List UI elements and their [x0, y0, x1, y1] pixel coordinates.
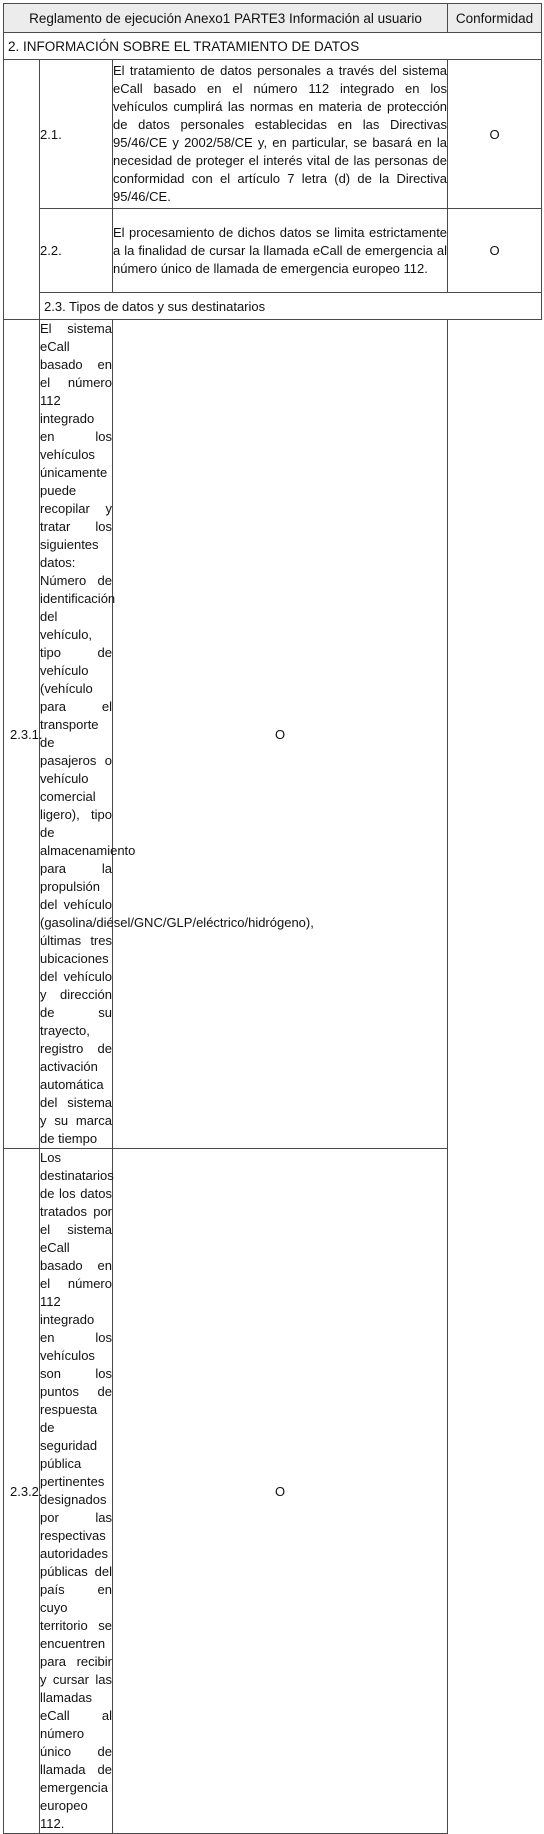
row-number: 2.1. — [40, 60, 113, 209]
subsection-row — [4, 293, 542, 320]
header-conformity: Conformidad — [448, 4, 542, 33]
row-number: 2.2. — [40, 209, 113, 293]
row-conformity: O — [448, 209, 542, 293]
subrow-conformity: O — [113, 1149, 448, 1834]
row-conformity: O — [448, 60, 542, 209]
header-title: Reglamento de ejecución Anexo1 PARTE3 Información al usuario — [4, 4, 448, 33]
table-row — [4, 320, 542, 1149]
section-row — [4, 33, 542, 60]
row-text: El procesamiento de dichos datos se limita estrictamente a la finalidad de cursar la llamada eCall de emergencia al número único de llamada de emergencia europeo 112. — [113, 209, 448, 293]
subrow-conformity: O — [113, 320, 448, 1149]
table-row — [4, 209, 542, 293]
subsection-heading: 2.3. Tipos de datos y sus destinatarios — [40, 293, 542, 320]
subrow-text: Los destinatarios de los datos tratados por el sistema eCall basado en el número 112 integrado en los vehículos son los puntos de respuesta de seguridad pública pertinentes designados por las respectivas autoridades públicas del país en cuyo territorio se encuentren para recibir y cursar las llamadas eCall al número único de llamada de emergencia europeo 112. — [40, 1149, 113, 1834]
subrow-number: 2.3.2. — [4, 1149, 40, 1834]
subrow-number: 2.3.1. — [4, 320, 40, 1149]
section-heading: 2. INFORMACIÓN SOBRE EL TRATAMIENTO DE DATOS — [4, 33, 542, 60]
regulation-table — [3, 3, 542, 1834]
table-row — [4, 60, 542, 209]
table-row — [4, 1149, 542, 1834]
table-header-row — [4, 4, 542, 33]
row-text: El tratamiento de datos personales a través del sistema eCall basado en el número 112 integrado en los vehículos cumplirá las normas en materia de protección de datos personales establecidas en las Directivas 95/46/CE y 2002/58/CE y, en particular, se basará en la necesidad de proteger el interés vital de las personas de conformidad con el artículo 7 letra (d) de la Directiva 95/46/CE. — [113, 60, 448, 209]
indent-cell — [4, 60, 40, 320]
subrow-text: El sistema eCall basado en el número 112 integrado en los vehículos únicamente puede recopilar y tratar los siguientes datos: Número de identificación del vehículo, tipo de vehículo (vehículo para el transporte de pasajeros o vehículo comercial ligero), tipo de almacenamiento para la propulsión del vehículo (gasolina/diésel/GNC/GLP/eléctrico/hidrógeno), últimas tres ubicaciones del vehículo y dirección de su trayecto, registro de activación automática del sistema y su marca de tiempo — [40, 320, 113, 1149]
